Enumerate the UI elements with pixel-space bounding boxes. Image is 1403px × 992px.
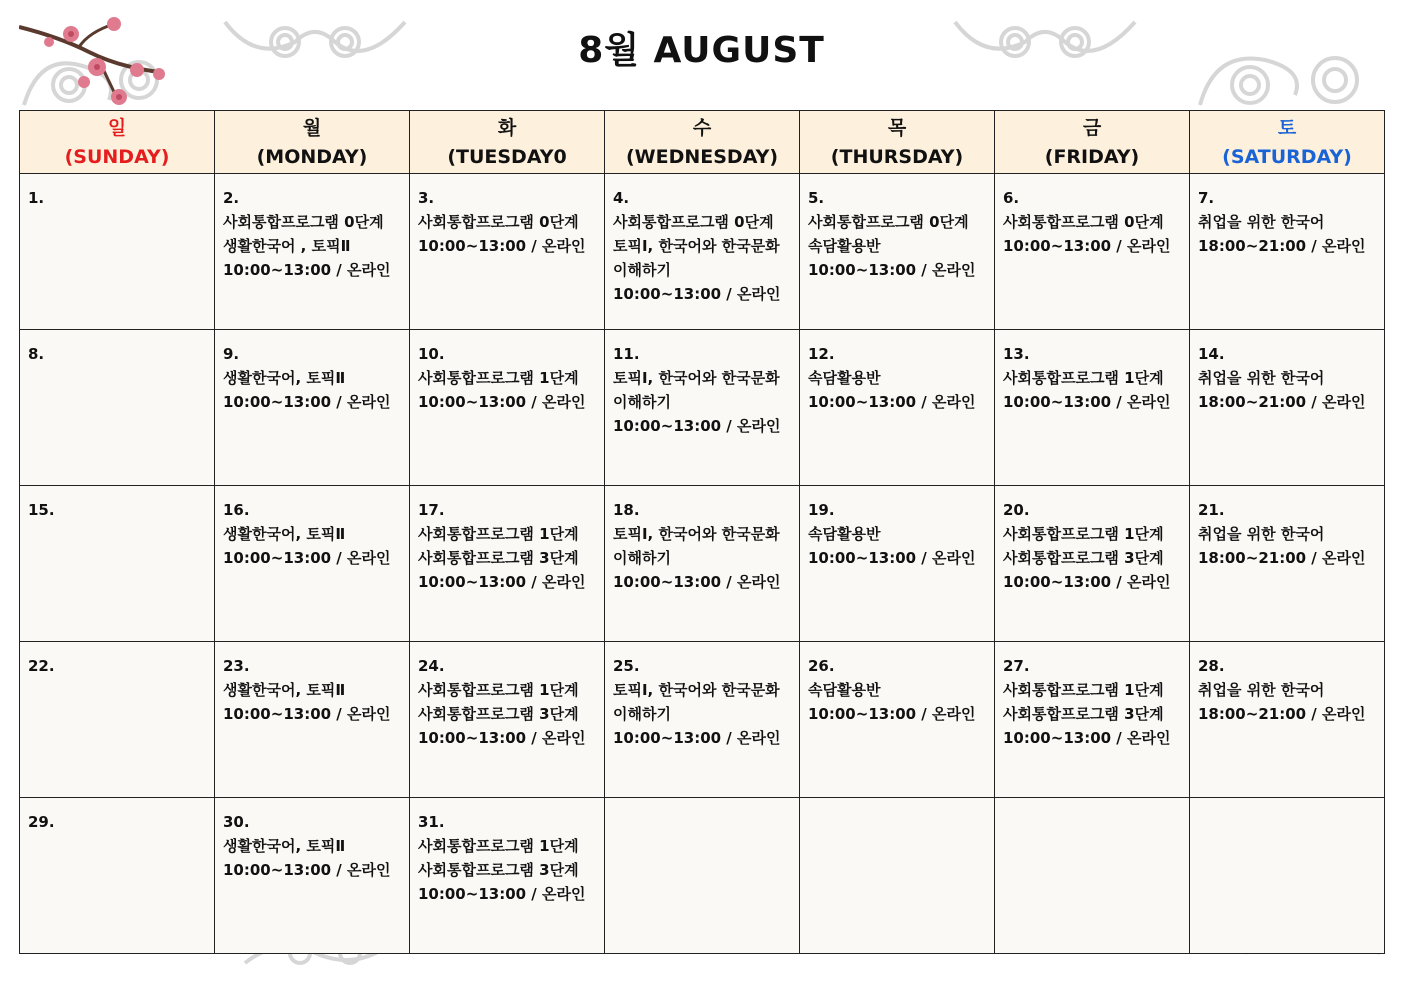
event-text: 사회통합프로그램 3단계 (418, 705, 579, 723)
event-text: 취업을 위한 한국어 (1198, 525, 1325, 543)
calendar-day-cell (20, 642, 215, 798)
day-number: 4. (613, 189, 630, 207)
event-text: 10:00~13:00 / 온라인 (1003, 729, 1171, 747)
calendar-day-cell (410, 486, 605, 642)
calendar-day-cell (1190, 798, 1385, 954)
event-text: 10:00~13:00 / 온라인 (1003, 237, 1171, 255)
weekday-english-label: (SUNDAY) (64, 146, 170, 168)
weekday-header-cell (995, 111, 1190, 174)
weekday-korean-label: 월 (302, 117, 322, 139)
calendar-week-row (20, 486, 1385, 642)
event-text: 사회통합프로그램 3단계 (1003, 549, 1164, 567)
monthly-calendar (19, 110, 1385, 954)
day-number: 27. (1003, 657, 1030, 675)
calendar-day-cell (1190, 330, 1385, 486)
event-text: 사회통합프로그램 1단계 (1003, 681, 1164, 699)
event-text: 사회통합프로그램 1단계 (418, 525, 579, 543)
calendar-day-cell (800, 798, 995, 954)
weekday-header-cell (215, 111, 410, 174)
weekday-korean-label: 토 (1277, 117, 1297, 139)
event-text: 10:00~13:00 / 온라인 (223, 549, 391, 567)
weekday-header-cell (605, 111, 800, 174)
day-number: 19. (808, 501, 835, 519)
event-text: 사회통합프로그램 1단계 (418, 369, 579, 387)
calendar-day-cell (800, 486, 995, 642)
calendar-day-cell (410, 174, 605, 330)
day-number: 10. (418, 345, 445, 363)
weekday-header-cell (800, 111, 995, 174)
day-number: 25. (613, 657, 640, 675)
weekday-english-label: (TUESDAY0 (447, 146, 567, 168)
calendar-day-cell (1190, 174, 1385, 330)
calendar-day-cell (605, 798, 800, 954)
event-text: 토픽Ⅰ, 한국어와 한국문화 (613, 681, 780, 699)
weekday-english-label: (MONDAY) (256, 146, 368, 168)
event-text: 10:00~13:00 / 온라인 (418, 729, 586, 747)
calendar-day-cell (215, 642, 410, 798)
event-text: 18:00~21:00 / 온라인 (1198, 237, 1366, 255)
calendar-week-row (20, 642, 1385, 798)
day-number: 18. (613, 501, 640, 519)
event-text: 10:00~13:00 / 온라인 (223, 861, 391, 879)
weekday-header-cell (1190, 111, 1385, 174)
day-number: 17. (418, 501, 445, 519)
event-text: 토픽Ⅰ, 한국어와 한국문화 (613, 369, 780, 387)
event-text: 사회통합프로그램 0단계 (613, 213, 774, 231)
event-text: 사회통합프로그램 0단계 (808, 213, 969, 231)
event-text: 사회통합프로그램 0단계 (1003, 213, 1164, 231)
event-text: 속담활용반 (808, 681, 881, 699)
event-text: 18:00~21:00 / 온라인 (1198, 393, 1366, 411)
event-text: 10:00~13:00 / 온라인 (808, 705, 976, 723)
day-number: 2. (223, 189, 240, 207)
day-number: 12. (808, 345, 835, 363)
event-text: 속담활용반 (808, 237, 881, 255)
event-text: 10:00~13:00 / 온라인 (223, 705, 391, 723)
day-number: 11. (613, 345, 640, 363)
event-text: 이해하기 (613, 261, 671, 279)
calendar-day-cell (20, 174, 215, 330)
event-text: 10:00~13:00 / 온라인 (418, 237, 586, 255)
calendar-day-cell (410, 798, 605, 954)
calendar-week-row (20, 174, 1385, 330)
weekday-korean-label: 수 (692, 117, 712, 139)
event-text: 생활한국어, 토픽Ⅱ (223, 525, 346, 543)
event-text: 이해하기 (613, 549, 671, 567)
event-text: 10:00~13:00 / 온라인 (613, 417, 781, 435)
event-text: 10:00~13:00 / 온라인 (808, 261, 976, 279)
calendar-day-cell (20, 486, 215, 642)
calendar-day-cell (1190, 486, 1385, 642)
day-number: 9. (223, 345, 240, 363)
weekday-english-label: (THURSDAY) (830, 146, 964, 168)
event-text: 토픽Ⅰ, 한국어와 한국문화 (613, 525, 780, 543)
event-text: 10:00~13:00 / 온라인 (418, 573, 586, 591)
event-text: 사회통합프로그램 1단계 (1003, 369, 1164, 387)
calendar-day-cell (605, 486, 800, 642)
event-text: 이해하기 (613, 705, 671, 723)
day-number: 31. (418, 813, 445, 831)
weekday-header-row (20, 111, 1385, 174)
event-text: 10:00~13:00 / 온라인 (223, 393, 391, 411)
event-text: 10:00~13:00 / 온라인 (418, 393, 586, 411)
event-text: 10:00~13:00 / 온라인 (613, 285, 781, 303)
event-text: 사회통합프로그램 1단계 (418, 681, 579, 699)
event-text: 사회통합프로그램 1단계 (1003, 525, 1164, 543)
event-text: 10:00~13:00 / 온라인 (418, 885, 586, 903)
day-number: 20. (1003, 501, 1030, 519)
event-text: 속담활용반 (808, 525, 881, 543)
event-text: 10:00~13:00 / 온라인 (223, 261, 391, 279)
calendar-body (20, 174, 1385, 954)
event-text: 10:00~13:00 / 온라인 (808, 393, 976, 411)
day-number: 26. (808, 657, 835, 675)
calendar-day-cell (215, 330, 410, 486)
event-text: 10:00~13:00 / 온라인 (808, 549, 976, 567)
event-text: 생활한국어, 토픽Ⅱ (223, 837, 346, 855)
calendar-day-cell (605, 174, 800, 330)
calendar-day-cell (800, 174, 995, 330)
calendar-day-cell (800, 330, 995, 486)
event-text: 18:00~21:00 / 온라인 (1198, 705, 1366, 723)
event-text: 취업을 위한 한국어 (1198, 213, 1325, 231)
calendar-week-row (20, 798, 1385, 954)
weekday-header-cell (410, 111, 605, 174)
event-text: 취업을 위한 한국어 (1198, 369, 1325, 387)
event-text: 사회통합프로그램 1단계 (418, 837, 579, 855)
calendar-day-cell (995, 798, 1190, 954)
day-number: 29. (28, 813, 55, 831)
weekday-korean-label: 일 (107, 117, 127, 139)
calendar-day-cell (410, 330, 605, 486)
day-number: 24. (418, 657, 445, 675)
weekday-english-label: (FRIDAY) (1044, 146, 1140, 168)
day-number: 14. (1198, 345, 1225, 363)
event-text: 18:00~21:00 / 온라인 (1198, 549, 1366, 567)
calendar-day-cell (1190, 642, 1385, 798)
event-text: 생활한국어 , 토픽Ⅱ (223, 237, 351, 255)
day-number: 7. (1198, 189, 1215, 207)
calendar-day-cell (215, 798, 410, 954)
day-number: 28. (1198, 657, 1225, 675)
calendar-day-cell (995, 642, 1190, 798)
day-number: 16. (223, 501, 250, 519)
calendar-week-row (20, 330, 1385, 486)
day-number: 21. (1198, 501, 1225, 519)
calendar-day-cell (20, 798, 215, 954)
event-text: 사회통합프로그램 3단계 (418, 861, 579, 879)
weekday-korean-label: 화 (497, 117, 517, 139)
weekday-header-cell (20, 111, 215, 174)
calendar-day-cell (410, 642, 605, 798)
weekday-english-label: (SATURDAY) (1222, 146, 1352, 168)
day-number: 13. (1003, 345, 1030, 363)
weekday-english-label: (WEDNESDAY) (625, 146, 779, 168)
day-number: 8. (28, 345, 45, 363)
day-number: 6. (1003, 189, 1020, 207)
weekday-korean-label: 금 (1082, 117, 1102, 139)
event-text: 사회통합프로그램 3단계 (1003, 705, 1164, 723)
day-number: 30. (223, 813, 250, 831)
event-text: 10:00~13:00 / 온라인 (1003, 573, 1171, 591)
day-number: 3. (418, 189, 435, 207)
event-text: 속담활용반 (808, 369, 881, 387)
calendar-day-cell (20, 330, 215, 486)
calendar-day-cell (995, 330, 1190, 486)
calendar-day-cell (995, 486, 1190, 642)
event-text: 사회통합프로그램 3단계 (418, 549, 579, 567)
event-text: 취업을 위한 한국어 (1198, 681, 1325, 699)
event-text: 토픽Ⅰ, 한국어와 한국문화 (613, 237, 780, 255)
event-text: 사회통합프로그램 0단계 (223, 213, 384, 231)
event-text: 10:00~13:00 / 온라인 (1003, 393, 1171, 411)
event-text: 이해하기 (613, 393, 671, 411)
event-text: 사회통합프로그램 0단계 (418, 213, 579, 231)
calendar-day-cell (800, 642, 995, 798)
weekday-korean-label: 목 (887, 117, 907, 139)
event-text: 생활한국어, 토픽Ⅱ (223, 369, 346, 387)
day-number: 23. (223, 657, 250, 675)
day-number: 1. (28, 189, 45, 207)
calendar-day-cell (215, 486, 410, 642)
calendar-day-cell (215, 174, 410, 330)
day-number: 5. (808, 189, 825, 207)
calendar-title: 8월 AUGUST (578, 30, 825, 71)
event-text: 생활한국어, 토픽Ⅱ (223, 681, 346, 699)
calendar-day-cell (995, 174, 1190, 330)
day-number: 15. (28, 501, 55, 519)
calendar-day-cell (605, 330, 800, 486)
day-number: 22. (28, 657, 55, 675)
calendar-day-cell (605, 642, 800, 798)
event-text: 10:00~13:00 / 온라인 (613, 729, 781, 747)
event-text: 10:00~13:00 / 온라인 (613, 573, 781, 591)
